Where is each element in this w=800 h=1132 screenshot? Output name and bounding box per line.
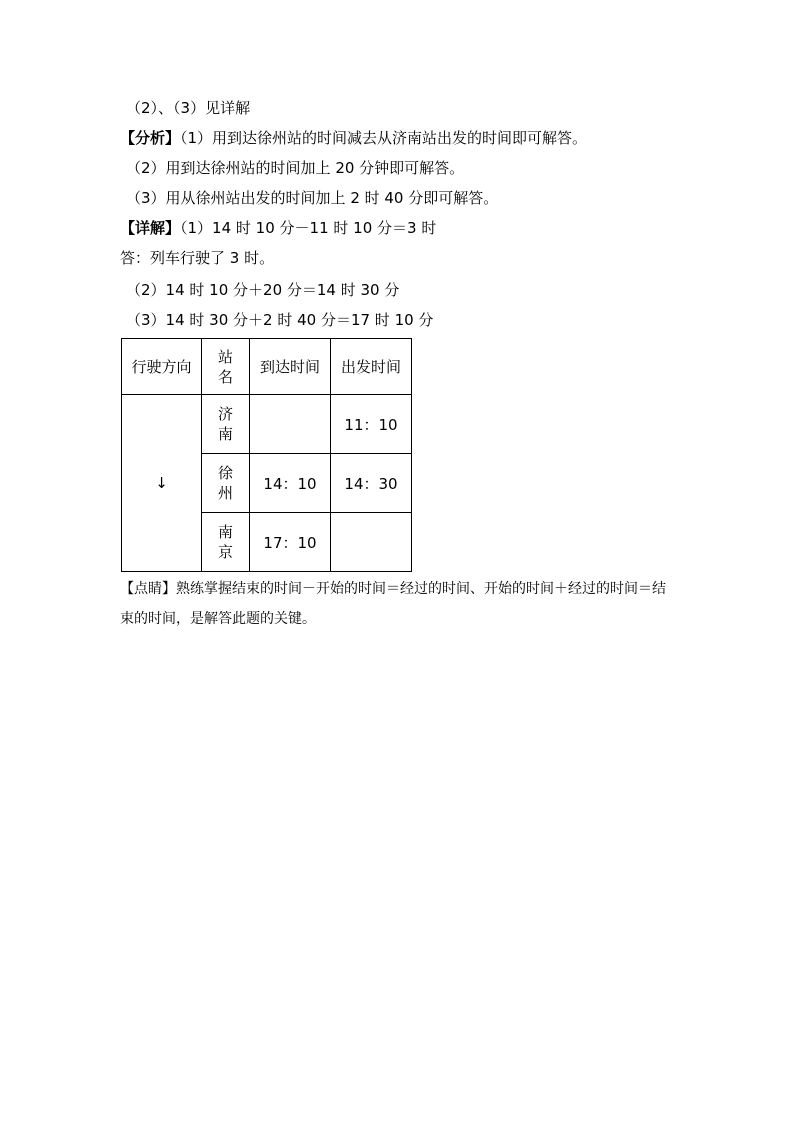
depart-time-cell	[331, 513, 412, 572]
station-char-1: 济	[217, 405, 233, 423]
train-schedule-table	[121, 338, 412, 572]
comment-text-1: 熟练掌握结束的时间－开始的时间＝经过的时间、开始的时间＋经过的时间＝结	[176, 581, 666, 597]
comment-line-1	[120, 579, 666, 599]
answer-line: 答：列车行驶了 3 时。	[120, 249, 275, 267]
analysis-text: （1）用到达徐州站的时间减去从济南站出发的时间即可解答。	[180, 129, 588, 147]
comment-line-2: 束的时间，是解答此题的关键。	[120, 611, 316, 627]
header-depart: 出发时间	[331, 339, 412, 395]
analysis-tag: 【分析】	[120, 129, 181, 147]
detail-text: （1）14 时 10 分－11 时 10 分＝3 时	[180, 219, 437, 237]
table-row	[122, 395, 412, 454]
calc-step-3: （3）14 时 30 分＋2 时 40 分＝17 时 10 分	[126, 311, 434, 329]
station-name-cell	[202, 454, 250, 513]
depart-time-cell: 11：10	[331, 395, 412, 454]
station-char-2: 京	[217, 543, 233, 561]
station-name-cell	[202, 513, 250, 572]
station-char-2: 州	[217, 484, 233, 502]
analysis-step-2: （2）用到达徐州站的时间加上 20 分钟即可解答。	[126, 159, 465, 177]
calc-step-2: （2）14 时 10 分＋20 分＝14 时 30 分	[126, 281, 400, 299]
station-char-1: 南	[217, 523, 233, 541]
detail-line	[120, 218, 436, 238]
header-arrive: 到达时间	[250, 339, 331, 395]
station-char-2: 南	[217, 425, 233, 443]
analysis-line	[120, 128, 587, 148]
table-header-row	[122, 339, 412, 395]
header-station-char-1: 站	[217, 347, 233, 366]
depart-time-cell: 14：30	[331, 454, 412, 513]
arrive-time-cell	[250, 395, 331, 454]
station-char-1: 徐	[217, 464, 233, 482]
header-direction: 行驶方向	[122, 339, 202, 395]
comment-tag: 【点睛】	[120, 581, 176, 597]
answer-reference-line: （2）、（3）见详解	[126, 99, 251, 117]
down-arrow-icon: ↓	[155, 474, 168, 492]
direction-cell	[122, 395, 202, 572]
header-station-char-2: 名	[217, 367, 233, 386]
header-station	[202, 339, 250, 395]
station-name-cell	[202, 395, 250, 454]
detail-tag: 【详解】	[120, 219, 181, 237]
arrive-time-cell: 17：10	[250, 513, 331, 572]
analysis-step-3: （3）用从徐州站出发的时间加上 2 时 40 分即可解答。	[126, 189, 499, 207]
arrive-time-cell: 14：10	[250, 454, 331, 513]
